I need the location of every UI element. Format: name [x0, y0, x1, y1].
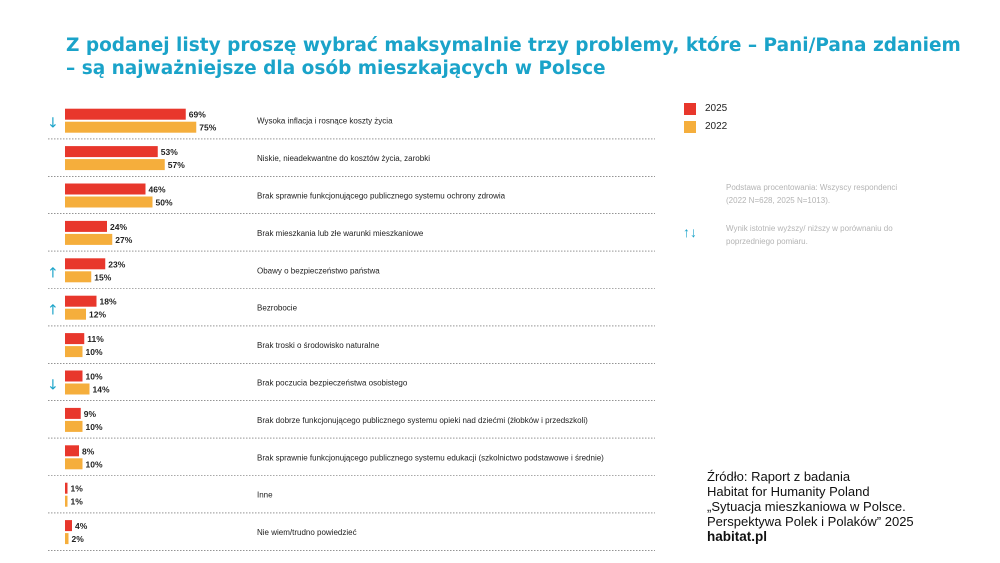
bar-value-2022-3: 50%	[155, 197, 173, 208]
base-note	[726, 181, 897, 207]
bar-2025-1	[65, 109, 186, 120]
base-note-line-2: (2022 N=628, 2025 N=1013).	[726, 196, 831, 205]
source-website: habitat.pl	[707, 529, 767, 544]
source-line-3: „Sytuacja mieszkaniowa w Polsce.	[707, 499, 906, 514]
bar-value-2022-7: 10%	[85, 347, 103, 358]
source-note	[707, 469, 914, 544]
bar-2025-10	[65, 445, 79, 456]
bar-value-2022-8: 14%	[92, 384, 110, 395]
bar-value-2025-4: 24%	[110, 221, 128, 232]
source-line-2: Habitat for Humanity Poland	[707, 484, 870, 499]
significance-down-icon: ↓	[47, 377, 59, 394]
bar-value-2025-1: 69%	[188, 109, 206, 120]
bar-2022-8	[65, 384, 90, 395]
bar-2022-6	[65, 309, 86, 320]
category-label-4: Brak mieszkania lub złe warunki mieszkaniowe	[257, 228, 424, 238]
bar-2025-2	[65, 146, 158, 157]
base-note-line-1: Podstawa procentowania: Wszyscy respondenci	[726, 183, 898, 192]
bar-2022-2	[65, 159, 165, 170]
category-label-8: Brak poczucia bezpieczeństwa osobistego	[257, 378, 408, 388]
bar-2025-11	[65, 483, 68, 494]
bar-2022-1	[65, 122, 196, 133]
bar-2022-12	[65, 533, 69, 544]
bar-value-2025-9: 9%	[83, 408, 97, 419]
significance-down-icon: ↓	[47, 115, 59, 132]
bar-2022-5	[65, 271, 91, 282]
significance-up-icon: ↑	[47, 265, 59, 282]
bar-value-2022-11: 1%	[70, 496, 83, 507]
bar-value-2022-10: 10%	[85, 459, 103, 470]
bar-value-2022-9: 10%	[85, 421, 103, 432]
bar-2025-7	[65, 333, 84, 344]
category-label-11: Inne	[257, 490, 273, 500]
bar-2022-9	[65, 421, 83, 432]
category-label-2: Niskie, nieadekwantne do kosztów życia, zarobki	[257, 154, 430, 164]
bar-2025-6	[65, 296, 97, 307]
bar-2022-10	[65, 458, 83, 469]
significance-up-icon: ↑	[47, 302, 59, 319]
category-label-1: Wysoka inflacja i rosnące koszty życia	[257, 116, 393, 126]
source-line-1: Źródło: Raport z badania	[707, 469, 851, 484]
bar-value-2022-1: 75%	[199, 122, 217, 133]
bar-value-2022-4: 27%	[115, 234, 133, 245]
category-label-3: Brak sprawnie funkcjonującego publicznego systemu ochrony zdrowia	[257, 191, 506, 201]
category-label-6: Bezrobocie	[257, 303, 298, 313]
bar-value-2022-5: 15%	[94, 272, 112, 283]
legend-swatch-2025	[684, 103, 696, 115]
bar-value-2025-3: 46%	[148, 184, 166, 195]
bar-2025-4	[65, 221, 107, 232]
bar-2022-11	[65, 496, 68, 507]
legend-label-2025: 2025	[705, 103, 728, 114]
bar-value-2025-10: 8%	[82, 446, 95, 457]
bar-2025-3	[65, 184, 146, 195]
bar-2025-9	[65, 408, 81, 419]
bar-value-2025-5: 23%	[108, 259, 126, 270]
chart-title-line-2: – są najważniejsze dla osób mieszkających w Polsce	[66, 58, 606, 79]
bar-value-2025-8: 10%	[85, 371, 103, 382]
bar-value-2025-11: 1%	[70, 483, 83, 494]
source-line-4: Perspektywa Polek i Polaków” 2025	[707, 514, 914, 529]
category-label-9: Brak dobrze funkcjonującego publicznego systemu opieki nad dziećmi (żłobków i przedszkoli)	[257, 415, 588, 425]
bar-value-2025-7: 11%	[87, 334, 104, 345]
chart-title-line-1: Z podanej listy proszę wybrać maksymalnie trzy problemy, które – Pani/Pana zdaniem	[66, 35, 961, 56]
bar-2022-3	[65, 197, 153, 208]
significance-note-line-2: poprzedniego pomiaru.	[726, 237, 808, 246]
bar-value-2022-2: 57%	[167, 160, 185, 171]
bar-2025-8	[65, 371, 83, 382]
bar-value-2022-12: 2%	[71, 534, 84, 545]
category-label-5: Obawy o bezpieczeństwo państwa	[257, 266, 380, 276]
category-label-12: Nie wiem/trudno powiedzieć	[257, 528, 357, 538]
bar-2025-12	[65, 520, 72, 531]
significance-arrows-icon: ↑↓	[683, 224, 697, 240]
bar-2022-7	[65, 346, 83, 357]
bar-value-2025-6: 18%	[99, 296, 117, 307]
bar-2025-5	[65, 258, 105, 269]
category-label-10: Brak sprawnie funkcjonującego publicznego systemu edukacji (szkolnictwo podstawowe i średnie)	[257, 453, 604, 463]
legend-swatch-2022	[684, 121, 696, 133]
legend-label-2022: 2022	[705, 121, 728, 132]
bar-value-2025-12: 4%	[75, 521, 88, 532]
bar-value-2022-6: 12%	[89, 309, 107, 320]
category-label-7: Brak troski o środowisko naturalne	[257, 341, 380, 351]
bar-2022-4	[65, 234, 112, 245]
bar-value-2025-2: 53%	[160, 147, 178, 158]
significance-note-line-1: Wynik istotnie wyższy/ niższy w porównaniu do	[726, 224, 893, 233]
significance-note	[726, 222, 893, 248]
